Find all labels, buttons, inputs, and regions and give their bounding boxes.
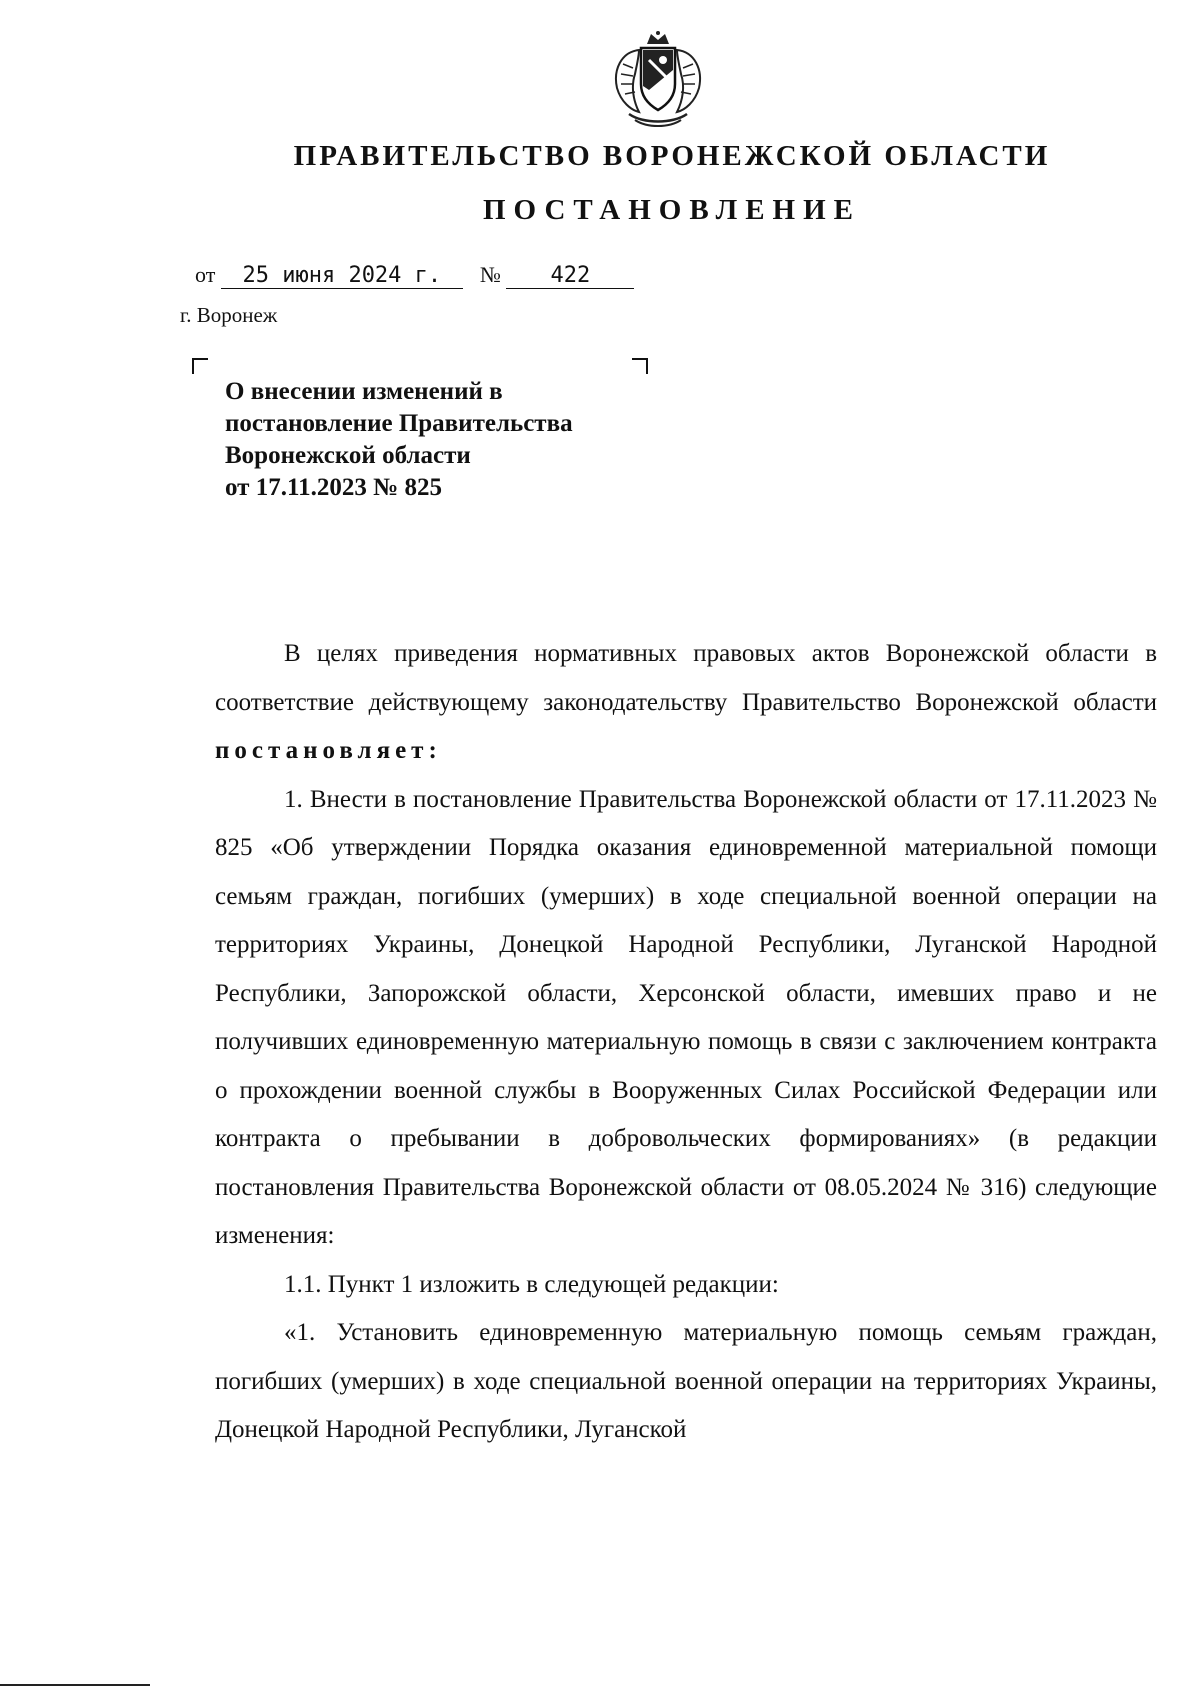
- item-1-paragraph: 1. Внести в постановление Правительства Воронежской области от 17.11.2023 № 825 «Об утверждении Порядка оказания единовременной материальной помощи семьям граждан, погибших (умерших) в ходе специальной военной операции на территориях Украины, Донецкой Народной Республики, Луганской Народной Республики, Запорожской области, Херсонской области, имевших право и не получивших единовременную материальную помощь в связи с заключением контракта о прохождении военной службы в Вооруженных Силах Российской Федерации или контракта о пребывании в добровольческих формированиях» (в редакции постановления Правительства Воронежской области от 08.05.2024 № 316) следующие изменения:: [215, 785, 1157, 1249]
- city: г. Воронеж: [180, 303, 278, 327]
- number-prefix: №: [479, 262, 501, 287]
- quoted-item-paragraph: «1. Установить единовременную материальную помощь семьям граждан, погибших (умерших) в ходе специальной военной операции на территориях Украины, Донецкой Народной Республики, Луганской: [215, 1319, 1157, 1443]
- document-number: 422: [506, 264, 634, 289]
- item-1-1-paragraph: 1.1. Пункт 1 изложить в следующей редакции:: [284, 1270, 779, 1298]
- coat-of-arms-icon: [609, 30, 707, 130]
- subject-bracket-left: [192, 358, 208, 374]
- document-date: 25 июня 2024 г.: [221, 264, 463, 289]
- document-body: [215, 630, 1157, 1455]
- date-number-line: [195, 262, 634, 289]
- subject-bracket-right: [632, 358, 648, 374]
- preamble-paragraph: [215, 630, 1157, 776]
- subject-line: от 17.11.2023 № 825: [225, 474, 442, 501]
- organization-title: ПРАВИТЕЛЬСТВО ВОРОНЕЖСКОЙ ОБЛАСТИ: [293, 140, 1051, 172]
- document-type: ПОСТАНОВЛЕНИЕ: [482, 194, 861, 226]
- document-subject: [225, 376, 685, 504]
- subject-line: постановление Правительства: [225, 410, 573, 437]
- subject-line: О внесении изменений в: [225, 378, 503, 405]
- preamble-text: В целях приведения нормативных правовых актов Воронежской области в соответствие действующему законодательству Правительство Воронежской области: [215, 640, 1157, 716]
- resolves-word: постановляет:: [215, 737, 442, 764]
- subject-line: Воронежской области: [225, 442, 471, 469]
- date-prefix: от: [195, 262, 216, 287]
- bottom-rule: [0, 1684, 150, 1686]
